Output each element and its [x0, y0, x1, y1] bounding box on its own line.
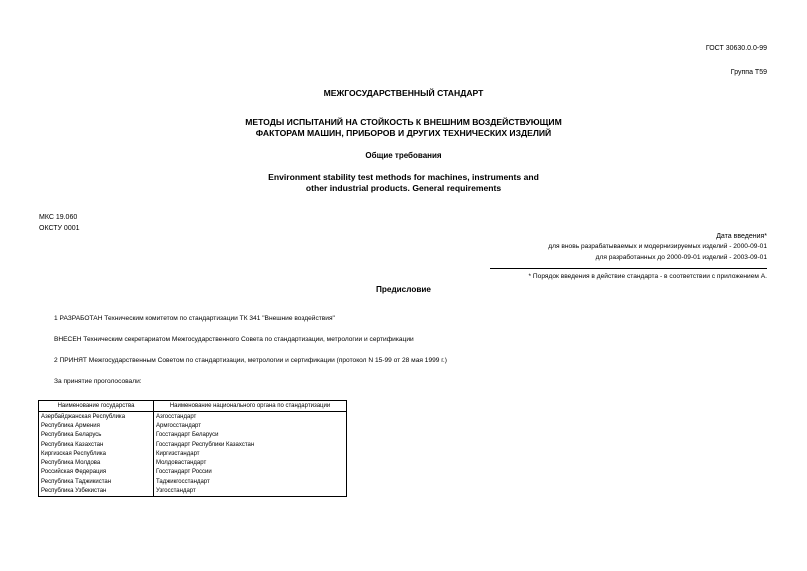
- footnote-divider: [490, 268, 767, 269]
- table-header-row: [39, 401, 347, 412]
- standard-type: МЕЖГОСУДАРСТВЕННЫЙ СТАНДАРТ: [323, 88, 484, 98]
- body-cell: Госстандарт Беларуси: [154, 431, 347, 440]
- column-header-body: Наименование национального органа по стандартизации: [154, 401, 347, 412]
- title-ru-line2: ФАКТОРАМ МАШИН, ПРИБОРОВ И ДРУГИХ ТЕХНИЧЕСКИХ ИЗДЕЛИЙ: [255, 128, 552, 138]
- state-cell: Киргизская Республика: [39, 449, 154, 458]
- foreword-p1: 1 РАЗРАБОТАН Техническим комитетом по стандартизации ТК 341 "Внешние воздействия": [54, 315, 335, 322]
- foreword-p3: 2 ПРИНЯТ Межгосударственным Советом по стандартизации, метрологии и сертификации (протокол N 15-99 от 28 мая 1999 г.): [54, 357, 447, 364]
- table-row: [39, 458, 347, 467]
- state-cell: Республика Беларусь: [39, 431, 154, 440]
- state-cell: Республика Молдова: [39, 458, 154, 467]
- foreword-p2: ВНЕСЕН Техническим секретариатом Межгосударственного Совета по стандартизации, метрологии и сертификации: [54, 336, 414, 343]
- body-cell: Молдовастандарт: [154, 458, 347, 467]
- table-row: [39, 486, 347, 496]
- table-row: [39, 431, 347, 440]
- title-en-line1: Environment stability test methods for machines, instruments and: [268, 172, 539, 182]
- title-en-line2: other industrial products. General requirements: [305, 183, 502, 193]
- title-ru-line1: МЕТОДЫ ИСПЫТАНИЙ НА СТОЙКОСТЬ К ВНЕШНИМ ВОЗДЕЙСТВУЮЩИМ: [245, 117, 562, 127]
- gost-number: ГОСТ 30630.0.0-99: [705, 45, 767, 52]
- body-cell: Госстандарт Республики Казахстан: [154, 440, 347, 449]
- state-cell: Российская Федерация: [39, 468, 154, 477]
- okstu-code: ОКСТУ 0001: [39, 225, 80, 232]
- body-cell: Армгосстандарт: [154, 421, 347, 430]
- column-header-state: Наименование государства: [39, 401, 154, 412]
- table-row: [39, 440, 347, 449]
- state-cell: Республика Таджикистан: [39, 477, 154, 486]
- body-cell: Узгосстандарт: [154, 486, 347, 496]
- subtitle-ru: Общие требования: [365, 151, 442, 160]
- foreword-heading: Предисловие: [376, 285, 431, 294]
- state-cell: Республика Армения: [39, 421, 154, 430]
- foreword-p4: За принятие проголосовали:: [54, 378, 142, 385]
- intro-date-existing: для разработанных до 2000-09-01 изделий - 2003-09-01: [595, 254, 767, 261]
- state-cell: Азербайджанская Республика: [39, 412, 154, 422]
- table-row: [39, 449, 347, 458]
- table-row: [39, 477, 347, 486]
- state-cell: Республика Казахстан: [39, 440, 154, 449]
- mks-code: МКС 19.060: [39, 214, 78, 221]
- group-code: Группа Т59: [730, 69, 767, 76]
- footnote: * Порядок введения в действие стандарта - в соответствии с приложением А.: [528, 273, 767, 280]
- body-cell: Таджикгосстандарт: [154, 477, 347, 486]
- table-row: [39, 468, 347, 477]
- table-row: [39, 421, 347, 430]
- table-row: [39, 412, 347, 422]
- body-cell: Госстандарт России: [154, 468, 347, 477]
- voting-states-table: [38, 400, 347, 497]
- intro-date-label: Дата введения*: [716, 233, 767, 240]
- body-cell: Киргизстандарт: [154, 449, 347, 458]
- intro-date-new: для вновь разрабатываемых и модернизируемых изделий - 2000-09-01: [548, 243, 767, 250]
- state-cell: Республика Узбекистан: [39, 486, 154, 496]
- body-cell: Азгосстандарт: [154, 412, 347, 422]
